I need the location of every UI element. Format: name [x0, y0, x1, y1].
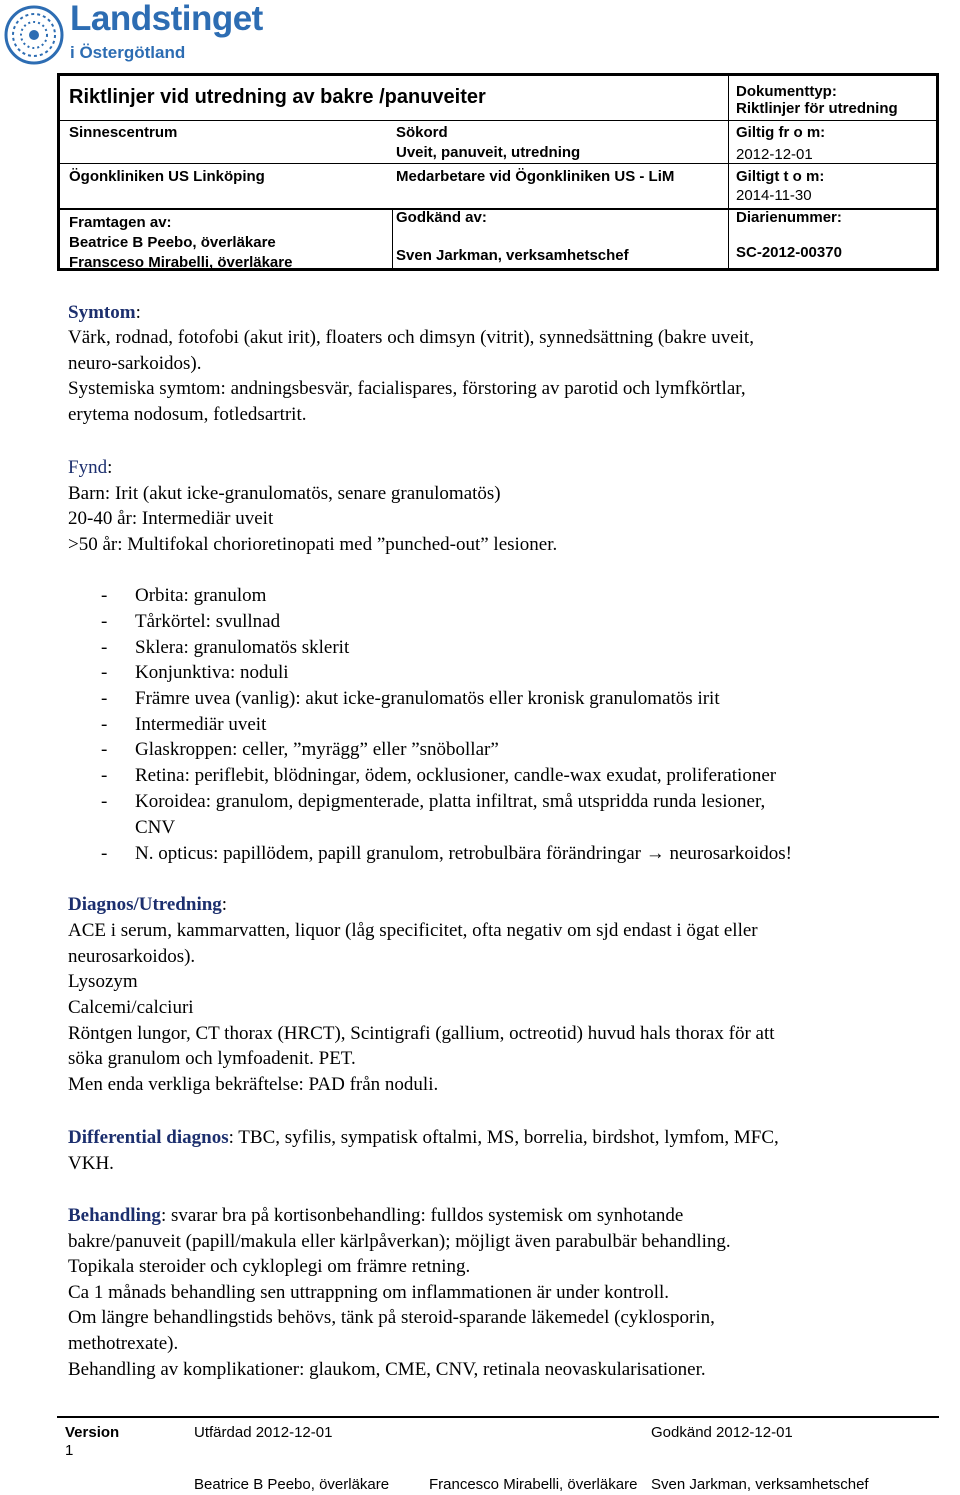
- prepared-by-1: Beatrice B Peebo, överläkare: [69, 234, 276, 251]
- list-item: Konjunktiva: noduli: [135, 662, 289, 683]
- footer-author: Beatrice B Peebo, överläkare: [194, 1476, 390, 1493]
- behandling-line: Ca 1 månads behandling sen uttrappning om inflammationen är under kontroll.: [68, 1282, 670, 1303]
- clinic-name: Ögonkliniken US Linköping: [69, 168, 265, 185]
- staff-name: Medarbetare vid Ögonkliniken US - LiM: [396, 168, 675, 185]
- symtom-line: Värk, rodnad, fotofobi (akut irit), floaters och dimsyn (vitrit), synnedsättning (bakre uveit,: [68, 327, 754, 348]
- fynd-line: >50 år: Multifokal chorioretinopati med ”punched-out” lesioner.: [68, 534, 558, 555]
- document-footer: [57, 1416, 939, 1495]
- diagnos-line: Calcemi/calciuri: [68, 997, 194, 1018]
- list-bullet: -: [101, 688, 108, 709]
- keywords-value: Uveit, panuveit, utredning: [396, 144, 581, 161]
- list-bullet: -: [101, 739, 108, 760]
- diagnos-line: Röntgen lungor, CT thorax (HRCT), Scintigrafi (gallium, octreotid) huvud hals thorax för att: [68, 1023, 775, 1044]
- list-item: Främre uvea (vanlig): akut icke-granulomatös eller kronisk granulomatös irit: [135, 688, 720, 709]
- approved-by-value: Sven Jarkman, verksamhetschef: [396, 247, 629, 264]
- issued-date: Utfärdad 2012-12-01: [194, 1424, 333, 1441]
- doctype-value: Riktlinjer för utredning: [736, 100, 898, 117]
- fynd-line: 20-40 år: Intermediär uveit: [68, 508, 274, 529]
- landstinget-logo: [4, 0, 274, 69]
- list-bullet: -: [101, 765, 108, 786]
- symtom-line: Systemiska symtom: andningsbesvär, facialispares, förstoring av parotid och lymfkörtlar,: [68, 378, 746, 399]
- list-item: Koroidea: granulom, depigmenterade, platta infiltrat, små utspridda runda lesioner,: [135, 791, 766, 812]
- symtom-line: neuro-sarkoidos).: [68, 353, 202, 374]
- valid-from-value: 2012-12-01: [736, 146, 813, 163]
- differential-line: VKH.: [68, 1153, 114, 1174]
- list-bullet: -: [101, 585, 108, 606]
- behandling-line: Behandling av komplikationer: glaukom, CME, CNV, retinala neovaskularisationer.: [68, 1359, 706, 1380]
- list-bullet: -: [101, 843, 108, 864]
- fynd-line: Barn: Irit (akut icke-granulomatös, senare granulomatös): [68, 483, 501, 504]
- list-item: Tårkörtel: svullnad: [135, 611, 281, 632]
- list-bullet: -: [101, 611, 108, 632]
- unit-name: Sinnescentrum: [69, 124, 178, 141]
- list-bullet: -: [101, 791, 108, 812]
- diary-number-label: Diarienummer:: [736, 209, 842, 226]
- diagnos-line: Lysozym: [68, 971, 138, 992]
- list-item: Intermediär uveit: [135, 714, 267, 735]
- document-header-table: [57, 73, 939, 271]
- list-item: Orbita: granulom: [135, 585, 267, 606]
- diary-number-value: SC-2012-00370: [736, 244, 842, 261]
- behandling-line: Topikala steroider och cykloplegi om främre retning.: [68, 1256, 471, 1277]
- prepared-by-label: Framtagen av:: [69, 214, 172, 231]
- list-item: N. opticus: papillödem, papill granulom, retrobulbära förändringar → neurosarkoidos!: [135, 843, 792, 864]
- valid-to-label: Giltigt t o m:: [736, 168, 825, 185]
- symtom-line: erytema nodosum, fotledsartrit.: [68, 404, 307, 425]
- version-value: 1: [65, 1442, 74, 1459]
- document-title: Riktlinjer vid utredning av bakre /panuveiter: [69, 86, 486, 108]
- list-bullet: -: [101, 714, 108, 735]
- behandling-line: Om längre behandlingstids behövs, tänk på steroid-sparande läkemedel (cyklosporin,: [68, 1307, 715, 1328]
- list-item-continuation: CNV: [135, 817, 176, 838]
- behandling-line: methotrexate).: [68, 1333, 179, 1354]
- differential-line: Differential diagnos: TBC, syfilis, sympatisk oftalmi, MS, borrelia, birdshot, lymfom, MFC,: [68, 1127, 779, 1148]
- version-label: Version: [65, 1424, 120, 1441]
- diagnos-heading: Diagnos/Utredning:: [68, 894, 228, 915]
- approved-by-label: Godkänd av:: [396, 209, 487, 226]
- list-item: Sklera: granulomatös sklerit: [135, 637, 350, 658]
- symtom-heading: Symtom:: [68, 302, 141, 323]
- diagnos-line: neurosarkoidos).: [68, 946, 196, 967]
- approved-date: Godkänd 2012-12-01: [651, 1424, 793, 1441]
- logo-subtitle: i Östergötland: [70, 43, 186, 62]
- doctype-label: Dokumenttyp:: [736, 83, 837, 100]
- diagnos-line: söka granulom och lymfoadenit. PET.: [68, 1048, 356, 1069]
- behandling-line: Behandling: svarar bra på kortisonbehandling: fulldos systemisk om synhotande: [68, 1205, 684, 1226]
- fynd-heading: Fynd:: [68, 457, 113, 478]
- list-bullet: -: [101, 637, 108, 658]
- footer-author: Sven Jarkman, verksamhetschef: [651, 1476, 869, 1493]
- prepared-by-2: Fransceso Mirabelli, överläkare: [69, 254, 293, 271]
- valid-to-value: 2014-11-30: [736, 187, 812, 204]
- behandling-line: bakre/panuveit (papill/makula eller kärlpåverkan); möjligt även parabulbär behandling.: [68, 1231, 731, 1252]
- diagnos-line: ACE i serum, kammarvatten, liquor (låg specificitet, ofta negativ om sjd endast i ögat eller: [68, 920, 758, 941]
- diagnos-line: Men enda verkliga bekräftelse: PAD från noduli.: [68, 1074, 439, 1095]
- footer-rule: [57, 1416, 939, 1418]
- behandling-heading: Behandling: [68, 1205, 161, 1226]
- valid-from-label: Giltig fr o m:: [736, 124, 826, 141]
- differential-heading: Differential diagnos: [68, 1127, 229, 1148]
- list-item: Retina: periflebit, blödningar, ödem, ocklusioner, candle-wax exudat, proliferationer: [135, 765, 777, 786]
- landstinget-emblem-icon: [4, 5, 64, 65]
- footer-author: Francesco Mirabelli, överläkare: [429, 1476, 638, 1493]
- list-item: Glaskroppen: celler, ”myrägg” eller ”snöbollar”: [135, 739, 499, 760]
- list-bullet: -: [101, 662, 108, 683]
- keywords-label: Sökord: [396, 124, 448, 141]
- logo-name: Landstinget: [70, 0, 263, 38]
